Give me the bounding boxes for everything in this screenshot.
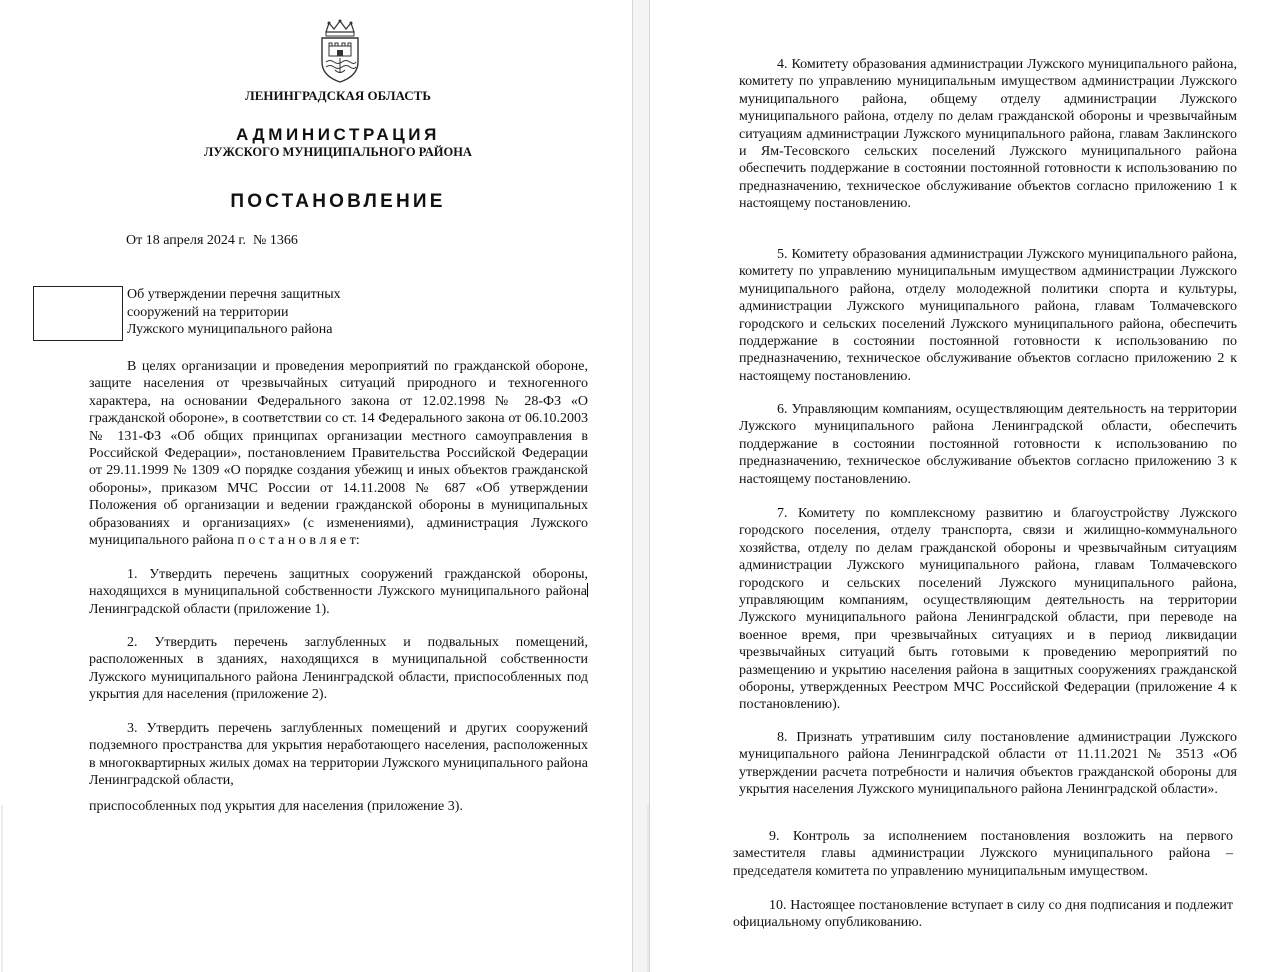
preamble-text: В целях организации и проведения мероприятий по гражданской обороне, защите населения от чрезвычайных ситуаций природного и техногенного характера, на основании Федерального закона от 12.02.1998 № 28-ФЗ «О гражданской обороне», в соответствии со ст. 14 Федерального закона от 06.10.2003 № 131-ФЗ «Об общих принципах организации местного самоуправления в Российской Федерации», постановлением Правительства Российской Федерации от 29.11.1999 № 1309 «О порядке создания убежищ и иных объектов гражданской обороны», приказом МЧС России от 14.11.2008 № 687 «Об утверждении Положения об организации и ведении гражданской обороны в муниципальных образованиях и организациях» (с изменениями), (89, 359, 588, 531)
clause-10: 10. Настоящее постановление вступает в силу со дня подписания и подлежит официальному опубликованию. (733, 898, 1233, 931)
clause-8 (739, 729, 1237, 799)
document-subject (127, 286, 427, 339)
clause-7: 7. Комитету по комплексному развитию и благоустройству Лужского городского поселения, отделу транспорта, связи и жилищно-коммунального хозяйства, отделу по делам гражданской обороны и чрезвычайным ситуациям администрации Лужского муниципального района, главам Толмачевского городского и сельских поселений Лужского муниципального района, управляющим компаниям, осуществляющим деятельность на территории Лужского муниципального района Ленинградской области, при переводе на военное время, при чрезвычайных ситуациях и в период ликвидации чрезвычайных ситуаций быть готовыми к проведению мероприятий по размещению и укрытию населения района в защитных сооружениях гражданской обороны, утвержденных Реестром МЧС Российской Федерации (приложение 4 к постановлению). (739, 506, 1237, 713)
signature-stamp-box (33, 286, 123, 341)
subject-line: сооружений на территории (127, 304, 289, 320)
clause-6: 6. Управляющим компаниям, осуществляющим деятельность на территории Лужского муниципального района Ленинградской области, обеспечить поддержание в состоянии постоянной готовности к использованию по предназначению, техническое обслуживание объектов согласно приложению 3 к настоящему постановлению. (739, 402, 1237, 487)
clause-8-last-line: района Ленинградской области». (1021, 782, 1218, 798)
page-gutter (632, 0, 650, 972)
clause-1-text-end: Ленинградской области (приложение 1). (89, 601, 330, 617)
clause-2: 2. Утвердить перечень заглубленных и подвальных помещений, расположенных в зданиях, находящихся в муниципальной собственности Лужского муниципального района Ленинградской области, приспособленных под укрытия для населения (приложение 2). (89, 635, 588, 703)
text-cursor (587, 583, 588, 597)
clause-3: 3. Утвердить перечень заглубленных помещений и других сооружений подземного пространства для укрытия неработающего населения, расположенных в многоквартирных жилых домах на территории Лужского муниципального района Ленинградской области, (89, 721, 588, 789)
clause-1 (89, 566, 588, 618)
clause-1-text: 1. Утвердить перечень защитных сооружений гражданской обороны, находящихся в муниципальной собственности Лужского муниципального (89, 567, 588, 600)
document-page-right (650, 0, 1270, 972)
document-type-title: ПОСТАНОВЛЕНИЕ (230, 191, 446, 212)
clause-1-text-cont: района (545, 584, 587, 600)
clause-8-text: 8. Признать утратившим силу постановление администрации Лужского муниципального района Ленинградской области от 11.11.2021 № 3513 «Об утверждении расчета потребности и наличия объектов гражданской обороны для укрытия населения Лужского муниципального (739, 730, 1237, 798)
administration-title: АДМИНИСТРАЦИЯ (236, 125, 440, 144)
document-date-number: От 18 апреля 2024 г. № 1366 (126, 233, 298, 248)
coat-of-arms-icon (316, 18, 364, 86)
clause-3-last-line: приспособленных под укрытия для населения (приложение 3). (89, 799, 463, 814)
subject-line: Лужского муниципального района (127, 322, 333, 337)
clause-4: 4. Комитету образования администрации Лужского муниципального района, комитету по управлению муниципальным имуществом администрации Лужского муниципального района, общему отделу администрации Лужского муниципального района, отделу по делам гражданской обороны и чрезвычайным ситуациям администрации Лужского муниципального района, главам Заклинского и Ям-Тесовского сельских поселений Лужского муниципального района обеспечить поддержание в состоянии постоянной готовности к использованию по предназначению, техническое обслуживание объектов согласно приложению 1 к настоящему постановлению. (739, 57, 1237, 212)
clause-5: 5. Комитету образования администрации Лужского муниципального района, комитету по управлению муниципальным имуществом администрации Лужского муниципального района, отделу молодежной политики спорта и культуры, администрации Лужского муниципального района, главам Толмачевского городского и сельских поселений Лужского муниципального района, обеспечить поддержание в состоянии постоянной готовности к использованию по предназначению, техническое обслуживание объектов согласно приложению 2 к настоящему постановлению. (739, 247, 1237, 384)
preamble-paragraph (89, 358, 588, 549)
document-page-left (0, 0, 632, 972)
clause-9: 9. Контроль за исполнением постановления возложить на первого заместителя главы администрации Лужского муниципального района – председателя комитета по управлению муниципальным имуществом. (733, 829, 1233, 879)
subject-line: Об утверждении перечня защитных (127, 287, 341, 302)
region-title: ЛЕНИНГРАДСКАЯ ОБЛАСТЬ (245, 88, 431, 103)
administration-subtitle: ЛУЖСКОГО МУНИЦИПАЛЬНОГО РАЙОНА (204, 145, 472, 159)
preamble-resolution-line: администрация Лужского муниципального района п о с т а н о в л я е т: (89, 515, 588, 549)
